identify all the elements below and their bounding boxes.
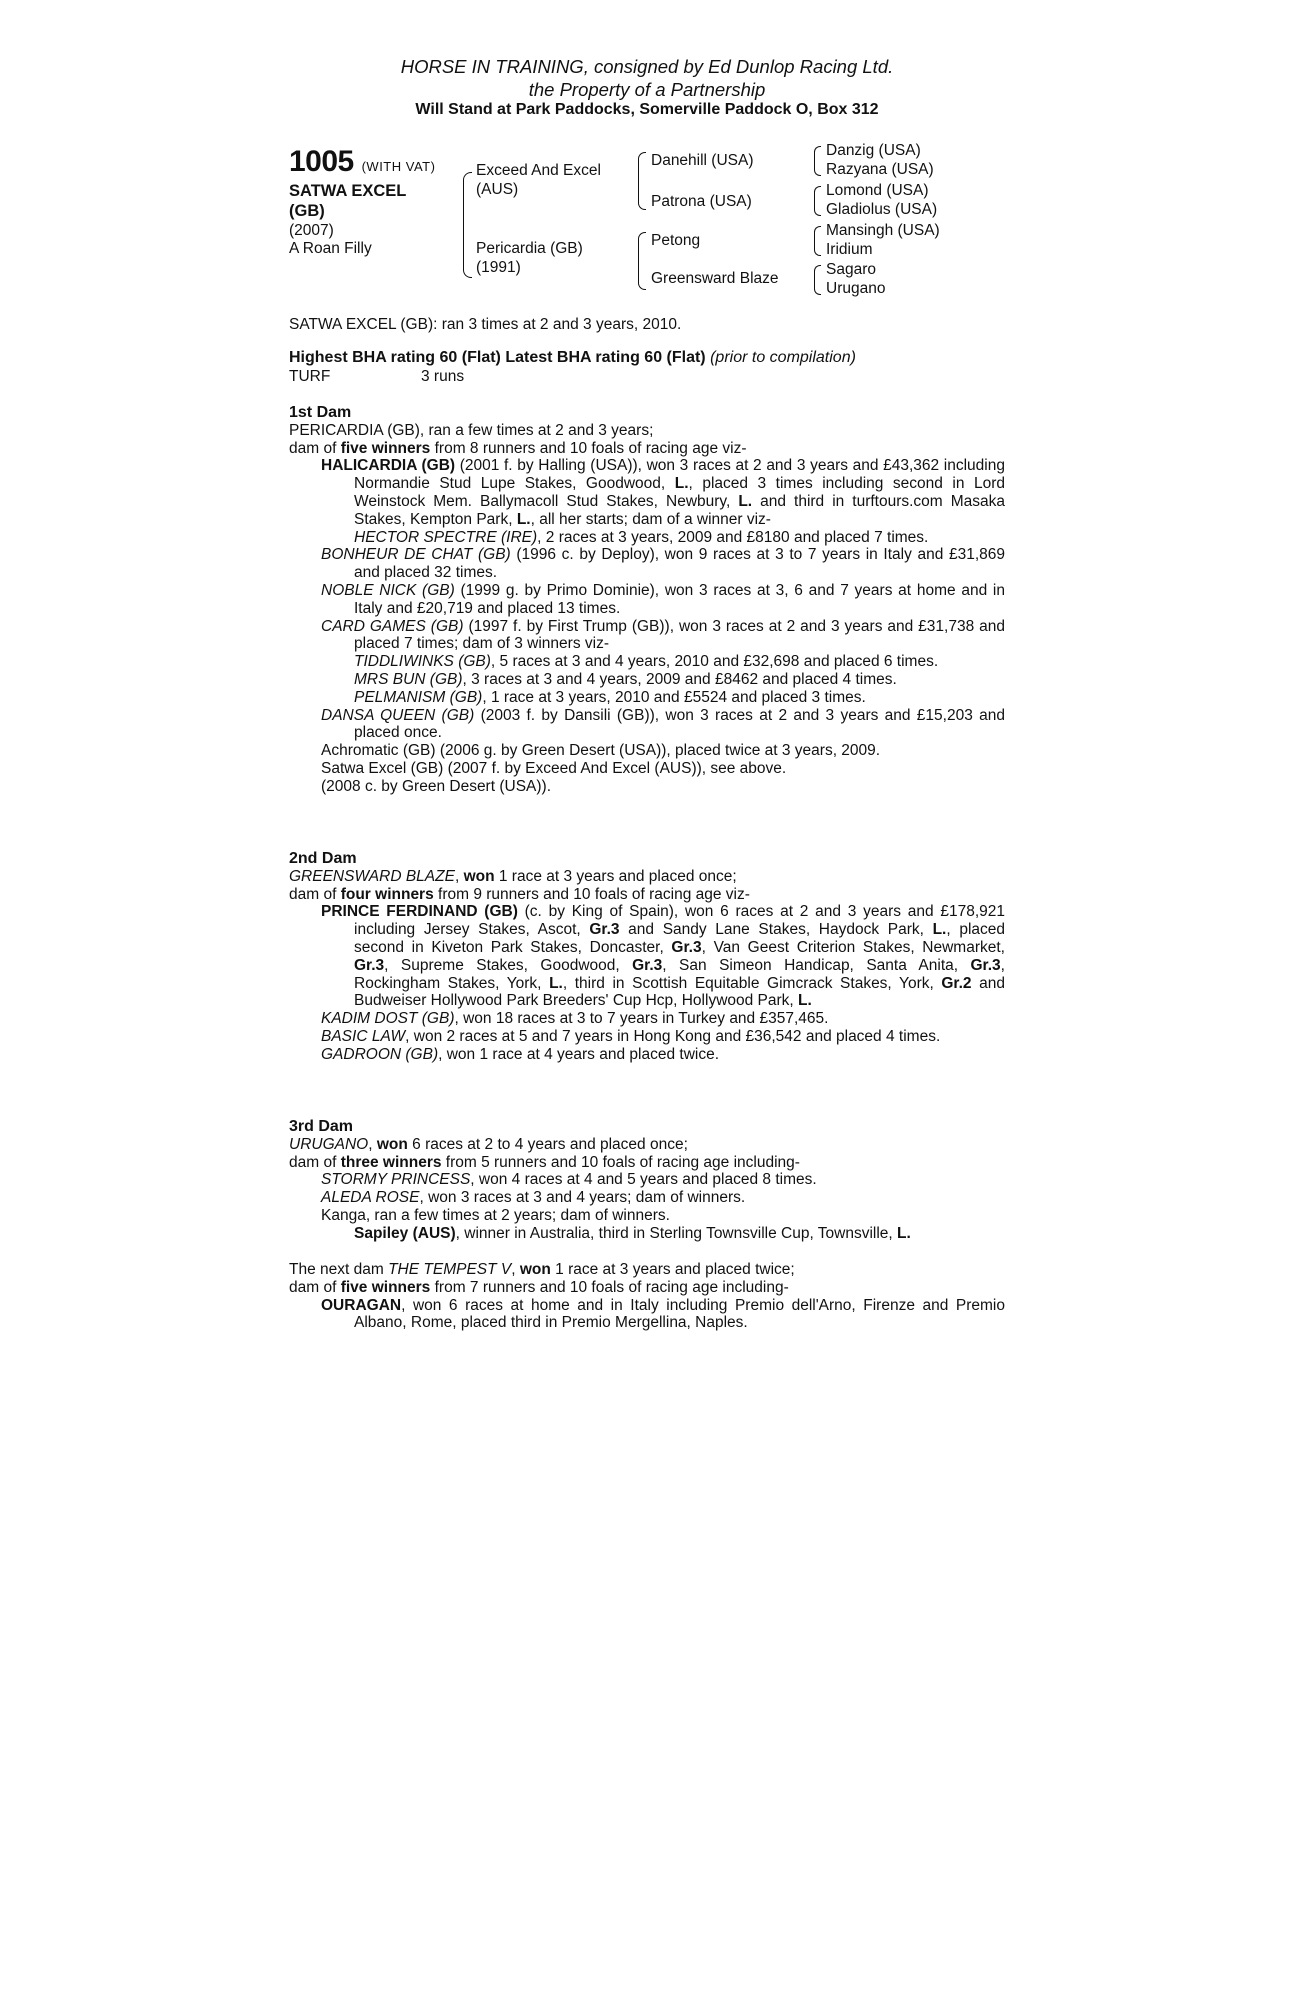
entry-basic-law: BASIC LAW, won 2 races at 5 and 7 years in Hong Kong and £36,542 and placed 4 times. <box>321 1027 941 1045</box>
next-dam-produce: dam of five winners from 7 runners and 10 foals of racing age including- <box>289 1278 789 1296</box>
grandsire-7: Sagaro <box>826 261 876 278</box>
entry-aleda-rose: ALEDA ROSE, won 3 races at 3 and 4 years; dam of winners. <box>321 1189 746 1207</box>
grandsire-6: Iridium <box>826 241 873 258</box>
entry-tiddliwinks: TIDDLIWINKS (GB), 5 races at 3 and 4 years, 2010 and £32,698 and placed 6 times. <box>354 653 939 671</box>
entry-pelmanism: PELMANISM (GB), 1 race at 3 years, 2010 and £5524 and placed 3 times. <box>354 688 866 706</box>
pedigree-brace-g4 <box>814 265 821 295</box>
first-dam-section <box>289 404 1005 796</box>
turf-runs: 3 runs <box>421 368 465 385</box>
grandsire-3: Lomond (USA) <box>826 182 929 199</box>
sire-name: Exceed And Excel <box>476 162 601 179</box>
next-dam-intro: The next dam THE TEMPEST V, won 1 race at 3 years and placed twice; <box>289 1261 795 1278</box>
second-dam-title: 2nd Dam <box>289 850 357 867</box>
pedigree-brace-g1 <box>814 146 821 176</box>
property-line: the Property of a Partnership <box>528 79 766 100</box>
third-dam-title: 3rd Dam <box>289 1118 354 1135</box>
entry-achromatic: Achromatic (GB) (2006 g. by Green Desert (USA)), placed twice at 3 years, 2009. <box>321 742 881 760</box>
third-dam-produce: dam of three winners from 5 runners and 10 foals of racing age including- <box>289 1153 800 1171</box>
pedigree-brace-g3 <box>814 226 821 256</box>
entry-gadroon: GADROON (GB), won 1 race at 4 years and placed twice. <box>321 1045 720 1063</box>
entry-dansa-queen: DANSA QUEEN (GB) (2003 f. by Dansili (GB)), won 3 races at 2 and 3 years and £15,203 and placed once. <box>321 706 1005 742</box>
turf-label: TURF <box>289 368 331 385</box>
rating-note: (prior to compilation) <box>710 349 856 366</box>
grandsire-2: Razyana (USA) <box>826 161 934 178</box>
entry-ouragan: OURAGAN, won 6 races at home and in Italy including Premio dell'Arno, Firenze and Premio Albano, Rome, placed third in Premio Mergellina, Naples. <box>321 1296 1005 1332</box>
third-dam-section <box>289 1118 1005 1243</box>
location-line: Will Stand at Park Paddocks, Somerville Paddock O, Box 312 <box>415 101 879 118</box>
grandsire-8: Urugano <box>826 280 886 297</box>
entry-noble-nick: NOBLE NICK (GB) (1999 g. by Primo Dominie), won 3 races at 3, 6 and 7 years at home and in Italy and £20,719 and placed 13 times. <box>321 581 1005 617</box>
entry-sapiley: Sapiley (AUS), winner in Australia, third in Sterling Townsville Cup, Townsville, L. <box>354 1224 911 1242</box>
pedigree-brace-sire <box>638 152 646 210</box>
third-dam-intro: URUGANO, won 6 races at 2 to 4 years and placed once; <box>289 1135 688 1153</box>
entry-kadim-dost: KADIM DOST (GB), won 18 races at 3 to 7 years in Turkey and £357,465. <box>321 1010 829 1028</box>
pedigree-brace-main <box>463 172 472 278</box>
next-dam-section <box>289 1261 1005 1332</box>
entry-2008-colt: (2008 c. by Green Desert (USA)). <box>321 777 551 795</box>
horse-country: (GB) <box>289 202 325 220</box>
lot-number: 1005 <box>289 145 354 178</box>
sire-dam: Patrona (USA) <box>651 193 752 210</box>
sire-country: (AUS) <box>476 181 519 198</box>
horse-name: SATWA EXCEL <box>289 182 407 200</box>
entry-satwa-excel: Satwa Excel (GB) (2007 f. by Exceed And Excel (AUS)), see above. <box>321 759 787 777</box>
horse-year: (2007) <box>289 222 334 239</box>
first-dam-produce: dam of five winners from 8 runners and 10 foals of racing age viz- <box>289 439 747 457</box>
lot-number-block <box>289 145 435 179</box>
sire-sire: Danehill (USA) <box>651 152 754 169</box>
first-dam-intro: PERICARDIA (GB), ran a few times at 2 and 3 years; <box>289 421 654 439</box>
grandsire-4: Gladiolus (USA) <box>826 201 938 218</box>
second-dam-produce: dam of four winners from 9 runners and 10 foals of racing age viz- <box>289 885 750 903</box>
consignor-line: HORSE IN TRAINING, consigned by Ed Dunlop Racing Ltd. <box>400 56 894 77</box>
entry-prince-ferdinand: PRINCE FERDINAND (GB) (c. by King of Spain), won 6 races at 2 and 3 years and £178,921 including Jersey Stakes, Ascot, Gr.3 and Sandy Lane Stakes, Haydock Park, L., placed second in Kiveton Park Stakes, Doncaster, Gr.3, Van Geest Criterion Stakes, Newmarket, Gr.3, Supreme Stakes, Goodwood, Gr.3, San Simeon Handicap, Santa Anita, Gr.3, Rockingham Stakes, York, L., third in Scottish Equitable Gimcrack Stakes, York, Gr.2 and Budweiser Hollywood Park Breeders' Cup Hcp, Hollywood Park, L. <box>321 903 1005 1010</box>
second-dam-intro: GREENSWARD BLAZE, won 1 race at 3 years and placed once; <box>289 867 737 885</box>
entry-kanga: Kanga, ran a few times at 2 years; dam of winners. <box>321 1206 670 1224</box>
entry-stormy-princess: STORMY PRINCESS, won 4 races at 4 and 5 years and placed 8 times. <box>321 1171 817 1189</box>
dam-sire: Petong <box>651 232 701 249</box>
second-dam-section <box>289 850 1005 1064</box>
ratings-line <box>289 349 856 367</box>
race-summary: SATWA EXCEL (GB): ran 3 times at 2 and 3 years, 2010. <box>289 316 682 333</box>
grandsire-5: Mansingh (USA) <box>826 222 940 239</box>
entry-card-games: CARD GAMES (GB) (1997 f. by First Trump (GB)), won 3 races at 2 and 3 years and £31,738 and placed 7 times; dam of 3 winners viz- <box>321 617 1006 653</box>
pedigree-brace-dam <box>638 232 646 290</box>
entry-mrs-bun: MRS BUN (GB), 3 races at 3 and 4 years, 2009 and £8462 and placed 4 times. <box>354 670 897 688</box>
entry-hector-spectre: HECTOR SPECTRE (IRE), 2 races at 3 years, 2009 and £8180 and placed 7 times. <box>354 528 929 546</box>
entry-halicardia: HALICARDIA (GB) (2001 f. by Halling (USA)), won 3 races at 2 and 3 years and £43,362 including Normandie Stud Lupe Stakes, Goodwood, L., placed 3 times including second in Lord Weinstock Mem. Ballymacoll Stud Stakes, Newbury, L. and third in turftours.com Masaka Stakes, Kempton Park, L., all her starts; dam of a winner viz- <box>321 457 1006 528</box>
dam-dam: Greensward Blaze <box>651 270 779 287</box>
dam-year: (1991) <box>476 259 521 276</box>
rating-text: Highest BHA rating 60 (Flat) Latest BHA rating 60 (Flat) <box>289 349 706 366</box>
horse-description: A Roan Filly <box>289 240 372 257</box>
vat-note: (WITH VAT) <box>361 159 436 174</box>
pedigree-brace-g2 <box>814 186 821 216</box>
entry-bonheur-de-chat: BONHEUR DE CHAT (GB) (1996 c. by Deploy), won 9 races at 3 to 7 years in Italy and £31,869 and placed 32 times. <box>321 546 1005 582</box>
grandsire-1: Danzig (USA) <box>826 142 921 159</box>
first-dam-title: 1st Dam <box>289 404 352 421</box>
dam-name: Pericardia (GB) <box>476 240 583 257</box>
